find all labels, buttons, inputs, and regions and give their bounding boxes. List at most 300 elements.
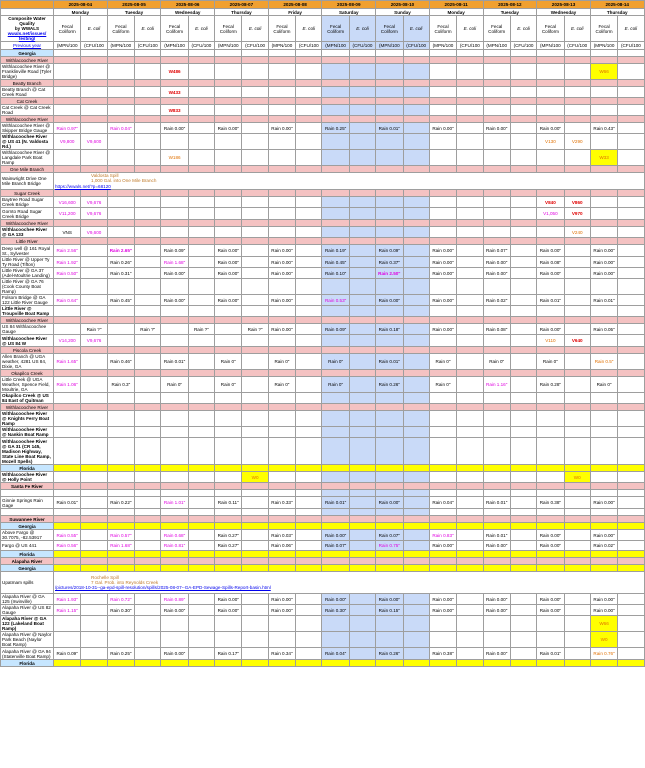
river-band-cell [564,220,590,227]
data-cell [457,354,483,370]
unit-header: (MPN/100 [268,42,295,50]
river-band-cell [429,317,456,324]
fecal-coliform-header: Fecal Coliform [322,16,349,42]
data-cell: V240 [564,227,590,238]
state-band-cell [81,50,107,57]
data-cell [54,472,81,483]
data-cell [135,427,161,438]
data-cell [564,530,590,541]
data-cell [618,594,644,605]
data-cell [296,150,322,166]
state-band-cell [429,565,456,572]
data-cell [403,105,429,116]
unit-header: (CFU/100 [349,42,375,50]
spacer-cell [590,509,617,516]
data-cell: Rain 0.09" [54,648,81,660]
river-band-cell [215,116,242,123]
spacer-cell [457,490,483,497]
data-cell [242,257,268,268]
data-cell: Rain 0.00" [268,123,295,134]
data-cell [403,438,429,465]
river-band-cell [188,404,214,411]
data-cell [242,497,268,509]
data-cell: Rain 0.00" [161,268,188,279]
state-band-cell [564,523,590,530]
river-band-cell [429,98,456,105]
data-cell: Rain 0.27" [215,541,242,551]
data-cell [483,197,510,208]
river-band-cell [457,116,483,123]
river-band-cell [242,317,268,324]
river-band-cell [510,370,536,377]
data-cell [268,150,295,166]
data-cell: Rain 0.01" [537,295,564,306]
data-cell: Rain 1.06" [54,377,81,393]
testing-link[interactable]: wwals.net/issues/ testing/ [7,31,47,41]
data-cell: Rain 0.01" [537,648,564,660]
state-band-cell [107,465,134,472]
state-band-cell [161,660,188,667]
river-band-cell [403,116,429,123]
river-band-cell [135,116,161,123]
data-cell [135,393,161,404]
river-band-cell [296,404,322,411]
unit-header: (CFU/100 [81,42,107,50]
river-band-cell [242,98,268,105]
data-cell [537,306,564,317]
river-band-cell [54,166,81,173]
river-band-cell [107,516,134,523]
river-band-cell [429,190,456,197]
state-band-cell [296,465,322,472]
data-cell [188,257,214,268]
data-cell [107,105,134,116]
river-band-cell [81,238,107,245]
data-cell [135,87,161,98]
data-cell [403,197,429,208]
river-band-cell [564,516,590,523]
river-band-cell [457,558,483,565]
data-cell [188,279,214,295]
river-band-cell [429,116,456,123]
spacer-cell [564,490,590,497]
river-band-cell [429,370,456,377]
data-cell [349,594,375,605]
data-cell [349,324,375,335]
data-cell [242,541,268,551]
river-band-cell [403,57,429,64]
data-cell: Rain 0.00" [268,245,295,257]
data-cell [483,64,510,80]
data-cell: Rain 0.50" [54,268,81,279]
river-band-cell [54,347,81,354]
river-band-cell [376,98,403,105]
data-cell [215,197,242,208]
data-cell [564,105,590,116]
table-row [1,306,645,317]
river-band-cell [322,57,349,64]
river-band-cell [349,80,375,87]
data-cell: Rain 0.5" [590,354,617,370]
river-band-cell [296,98,322,105]
river-band-cell [215,558,242,565]
data-cell [322,208,349,220]
unit-header: (CFU/100 [403,42,429,50]
river-band-cell [483,516,510,523]
state-band-cell [403,660,429,667]
data-cell [268,411,295,427]
data-cell [349,306,375,317]
data-cell [242,594,268,605]
data-cell [457,605,483,616]
data-cell: Rain 0.56" [54,541,81,551]
river-band-cell [429,347,456,354]
table-row [1,208,645,220]
state-band-cell [564,50,590,57]
data-cell [81,530,107,541]
river-band-cell [296,558,322,565]
river-band-cell [618,238,644,245]
river-band-cell [161,347,188,354]
data-cell [322,393,349,404]
data-cell [107,197,134,208]
data-cell: Rain 0.15" [376,605,403,616]
data-cell: Rain 0.00" [215,257,242,268]
state-band-cell [537,565,564,572]
river-band-cell [268,347,295,354]
river-band-cell [242,190,268,197]
state-band-cell [457,660,483,667]
data-cell: V130 [537,134,564,150]
data-cell: Rain ?" [81,324,107,335]
data-cell [81,354,107,370]
table-row [1,335,645,347]
data-cell [135,268,161,279]
data-cell [483,208,510,220]
parameter-header-row [1,16,645,42]
data-cell: Rain 0.01" [590,295,617,306]
river-band-cell [54,483,81,490]
weekday-header: Tuesday [107,9,161,16]
river-band-cell [564,116,590,123]
data-cell [483,393,510,404]
river-band-cell [429,57,456,64]
data-cell [349,354,375,370]
data-cell: Rain 0.07" [483,245,510,257]
river-band-cell [376,370,403,377]
data-cell [590,472,617,483]
data-cell [188,268,214,279]
river-band-cell [457,57,483,64]
spacer-cell [429,509,456,516]
data-cell [322,632,349,648]
previous-year-link[interactable]: Previous year [12,43,42,48]
data-cell [429,87,456,98]
data-cell: Rain 0.00" [590,497,617,509]
river-band-cell [188,238,214,245]
data-cell [81,257,107,268]
river-band-cell [618,80,644,87]
data-cell [349,393,375,404]
data-cell: Rain 0.00" [537,324,564,335]
data-cell: Rain 0.75" [376,541,403,551]
river-band-cell [81,116,107,123]
data-cell [242,227,268,238]
data-cell [510,208,536,220]
data-cell [322,134,349,150]
data-cell: Rain 2.56" [54,245,81,257]
data-cell [537,105,564,116]
table-row [1,354,645,370]
data-cell [81,427,107,438]
previous-year-link-cell[interactable] [1,42,54,50]
data-cell [161,324,188,335]
table-row [1,227,645,238]
state-band-cell [429,50,456,57]
data-cell [268,335,295,347]
state-band-cell [54,523,81,530]
state-band-cell [618,50,644,57]
data-cell [161,632,188,648]
river-band-cell [215,80,242,87]
spacer-cell [1,490,54,497]
river-band-cell [483,116,510,123]
data-cell: Rain 0.46" [107,354,134,370]
data-cell [188,335,214,347]
data-cell [510,134,536,150]
river-band-cell [457,220,483,227]
data-cell [376,632,403,648]
table-row [1,465,645,472]
state-band-cell [242,551,268,558]
data-cell [107,632,134,648]
weekday-header: Wednesday [161,9,215,16]
river-band-cell [215,370,242,377]
data-cell [188,150,214,166]
data-cell: Rain 0.09" [322,324,349,335]
river-band-cell [107,238,134,245]
data-cell [429,227,456,238]
state-band-cell [429,551,456,558]
data-cell: Rain 0.02" [590,541,617,551]
river-band-cell [188,98,214,105]
river-band-cell [107,220,134,227]
data-cell: Rain 0.00" [215,594,242,605]
data-cell [54,393,81,404]
data-cell [564,541,590,551]
data-cell [242,295,268,306]
spacer-cell [296,490,322,497]
river-band-cell [268,116,295,123]
data-cell: Rain 1.93" [54,594,81,605]
state-band-cell [135,660,161,667]
site-label: Folsom Bridge @ GA 122 Little River Gauge [1,295,54,306]
river-band-cell [54,98,81,105]
spacer-cell [188,490,214,497]
unit-header: (CFU/100 [135,42,161,50]
data-cell: Rain 0.00" [483,541,510,551]
table-row [1,123,645,134]
data-cell: Rain 0.05" [590,324,617,335]
data-cell [161,411,188,427]
data-cell [322,279,349,295]
river-band-cell [135,347,161,354]
data-cell: Rain 0.00" [429,245,456,257]
data-cell: V9,676 [81,208,107,220]
river-band-cell [537,220,564,227]
data-cell [618,530,644,541]
table-row [1,572,645,594]
river-band-cell [457,238,483,245]
river-band-cell [322,516,349,523]
data-cell [107,324,134,335]
state-band-cell [564,551,590,558]
table-row [1,427,645,438]
river-label: Little River [1,238,54,245]
data-cell [457,472,483,483]
river-band-cell [457,347,483,354]
date-header: 2025-08-11 [429,1,483,9]
river-label: One Mile Branch [1,166,54,173]
river-band-cell [107,347,134,354]
data-cell [403,605,429,616]
data-cell [188,295,214,306]
spacer-cell [590,490,617,497]
data-cell [564,411,590,427]
data-cell [618,105,644,116]
river-band-cell [590,116,617,123]
spacer-cell [457,509,483,516]
river-band-cell [81,370,107,377]
spacer-cell [376,509,403,516]
data-cell [135,134,161,150]
data-cell [457,377,483,393]
data-cell: W433 [161,87,188,98]
spill-report-link[interactable]: /pictures/2018-10-31--ga-epd-spill-resolution/spills/2025-08-07--GA-EPD-Sewage-Spills-Report-basin.html [55,585,271,591]
river-band-cell [618,370,644,377]
site-label: US 84 Withlacoochee Gauge [1,324,54,335]
river-band-cell [429,166,456,173]
state-band-cell [107,50,134,57]
data-cell [564,594,590,605]
river-band-cell [135,80,161,87]
river-band-cell [161,558,188,565]
data-cell [188,306,214,317]
data-cell: Rain 0.02" [483,295,510,306]
data-cell: Rain 0.06" [268,541,295,551]
river-band-cell [376,404,403,411]
data-cell [135,123,161,134]
river-band-cell [457,80,483,87]
table-row [1,411,645,427]
data-cell [268,208,295,220]
data-cell [322,227,349,238]
data-cell: Rain 0.11" [215,497,242,509]
river-band-cell [537,80,564,87]
weekday-header: Wednesday [537,9,591,16]
data-cell [161,279,188,295]
data-cell [457,324,483,335]
table-row [1,393,645,404]
data-cell [296,648,322,660]
spacer-cell [188,509,214,516]
data-cell [429,64,456,80]
river-band-cell [564,238,590,245]
river-band-cell [107,370,134,377]
data-cell: Rain 0" [429,354,456,370]
data-cell [135,438,161,465]
data-cell [349,530,375,541]
spacer-cell [429,490,456,497]
river-band-cell [54,57,81,64]
data-cell [161,306,188,317]
site-label: Alapaha River @ US 82 Gauge [1,605,54,616]
river-band-cell [161,370,188,377]
river-band-cell [590,516,617,523]
data-cell [349,134,375,150]
river-band-cell [135,404,161,411]
table-title: Composite Water Quality by WWALS [8,16,46,31]
ecoli-header: E. coli [457,16,483,42]
data-cell [135,605,161,616]
data-cell [590,134,617,150]
state-band-cell [188,660,214,667]
fecal-coliform-header: Fecal Coliform [215,16,242,42]
data-cell [135,295,161,306]
table-row [1,105,645,116]
spill-report-link[interactable]: https://wwals.net/?p=68120 [55,183,111,189]
data-cell [188,197,214,208]
state-label: Florida [1,660,54,667]
weekday-header: Thursday [590,9,644,16]
data-cell [296,257,322,268]
spill-note [54,572,645,594]
weekday-header: Thursday [215,9,269,16]
data-cell: W0 [564,472,590,483]
river-band-cell [510,404,536,411]
data-cell [107,616,134,632]
river-band-cell [537,483,564,490]
data-cell [349,616,375,632]
river-band-cell [564,558,590,565]
river-band-cell [483,370,510,377]
table-row [1,98,645,105]
data-cell [564,324,590,335]
river-band-cell [376,483,403,490]
data-cell: Rain 0.00" [376,295,403,306]
data-cell: Rain 0.00" [268,268,295,279]
data-cell [564,87,590,98]
date-header: 2025-08-14 [590,1,644,9]
data-cell [403,123,429,134]
river-label: Suwannee River [1,516,54,523]
data-cell [242,134,268,150]
table-row [1,565,645,572]
spacer-cell [107,509,134,516]
data-cell [215,64,242,80]
river-band-cell [564,80,590,87]
data-cell [429,197,456,208]
data-cell [188,497,214,509]
ecoli-header: E. coli [349,16,375,42]
river-band-cell [188,80,214,87]
data-cell [349,227,375,238]
data-cell [483,227,510,238]
data-cell [135,530,161,541]
date-header: 2025-08-05 [107,1,161,9]
data-cell [268,279,295,295]
data-cell [376,438,403,465]
